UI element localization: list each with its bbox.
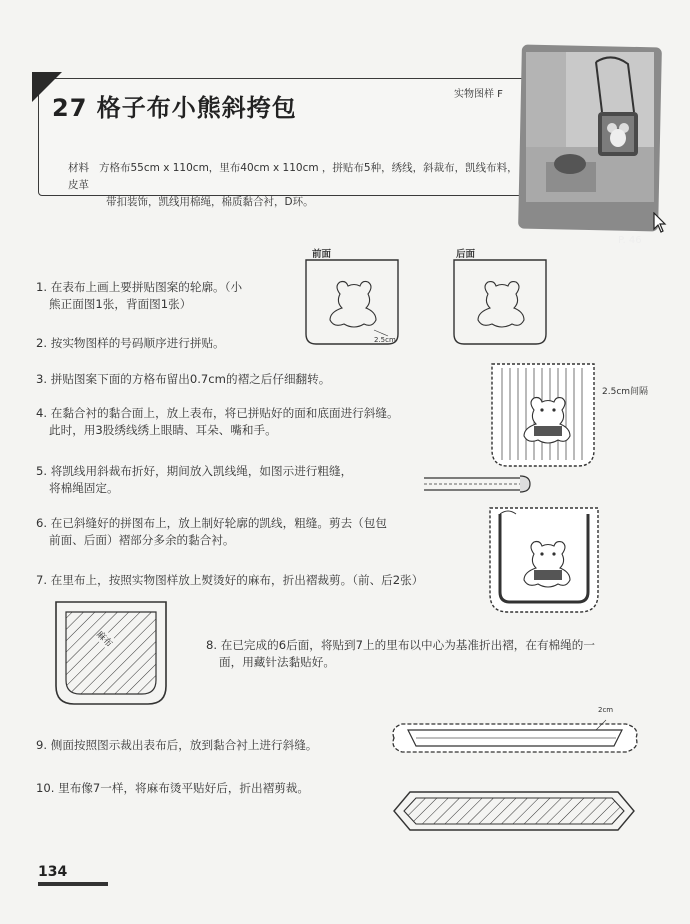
- page-title: 27 格子布小熊斜挎包: [52, 94, 297, 122]
- page-number: 134: [38, 864, 68, 880]
- step-3: 3. 拼贴图案下面的方格布留出0.7cm的褶之后仔细翻转。: [36, 372, 331, 386]
- step-6-line-1: 6. 在已斜缝好的拼图布上，放上制好轮廓的凯线，粗缝。剪去（包包: [36, 516, 387, 530]
- step-8-line-1: 8. 在已完成的6后面，将贴到7上的里布以中心为基准折出褶，在有棉绳的一: [206, 638, 595, 652]
- product-photo-image: [526, 52, 654, 202]
- step-2: 2. 按实物图样的号码顺序进行拼贴。: [36, 336, 225, 350]
- photo-page-ref: P. 46: [618, 235, 642, 246]
- side-lining-diagram: [390, 788, 638, 834]
- front-label: 前面: [312, 249, 332, 260]
- step-1: [36, 279, 242, 313]
- step-6: [36, 515, 387, 549]
- product-photo: [526, 52, 654, 202]
- step-7: 7. 在里布上，按照实物图样放上熨烫好的麻布，折出褶裁剪。（前、后2张）: [36, 573, 424, 587]
- front-back-outline-diagram: [300, 256, 550, 351]
- step-6-line-2: 前面、后面）褶部分多余的黏合衬。: [49, 533, 235, 547]
- page-number-bar: [38, 882, 108, 886]
- step-4-line-1: 4. 在黏合衬的黏合面上，放上表布，将已拼贴好的面和底面进行斜缝。: [36, 406, 399, 420]
- materials-block: [68, 160, 528, 211]
- materials-line-1: 方格布55cm x 110cm，里布40cm x 110cm ，拼贴布5种，绣线，斜裁布，凯线布料，皮革: [68, 162, 518, 191]
- step-5: [36, 463, 352, 497]
- side-strip-diagram: [386, 710, 644, 764]
- step-8: [206, 637, 652, 671]
- linen-label: 麻布: [94, 628, 116, 650]
- cursor-arrow-icon: [652, 212, 668, 234]
- step-4: [36, 405, 399, 439]
- side-allowance-label: 2cm: [598, 706, 614, 714]
- materials-label: 材料: [68, 162, 89, 174]
- materials-line-2: 带扣装饰，凯线用棉绳，棉质黏合衬，D环。: [106, 196, 314, 208]
- step-8-line-2: 面，用藏针法黏贴好。: [219, 655, 335, 669]
- step-9: 9. 侧面按照图示裁出表布后，放到黏合衬上进行斜缝。: [36, 738, 318, 752]
- step-1-line-1: 1. 在表布上画上要拼贴图案的轮廓。（小: [36, 280, 243, 294]
- step-4-line-2: 此时，用3股绣线绣上眼睛、耳朵、嘴和手。: [49, 423, 277, 437]
- step-5-line-2: 将棉绳固定。: [49, 481, 119, 495]
- seam-allowance-label: 2.5cm: [374, 336, 396, 344]
- step-1-line-2: 熊正面图1张，背面图1张）: [49, 297, 192, 311]
- piped-panel-diagram: [486, 504, 602, 616]
- piping-diagram: [420, 472, 532, 498]
- back-label: 后面: [456, 249, 476, 260]
- spacing-label: 2.5cm间隔: [602, 387, 649, 397]
- pattern-reference: 实物图样 F: [454, 89, 503, 100]
- step-5-line-1: 5. 将凯线用斜裁布折好，期间放入凯线绳，如图示进行粗缝，: [36, 464, 353, 478]
- quilted-panel-diagram: [488, 360, 598, 472]
- lining-linen-diagram: [52, 598, 170, 708]
- step-10: 10. 里布像7一样，将麻布烫平贴好后，折出褶剪裁。: [36, 781, 309, 795]
